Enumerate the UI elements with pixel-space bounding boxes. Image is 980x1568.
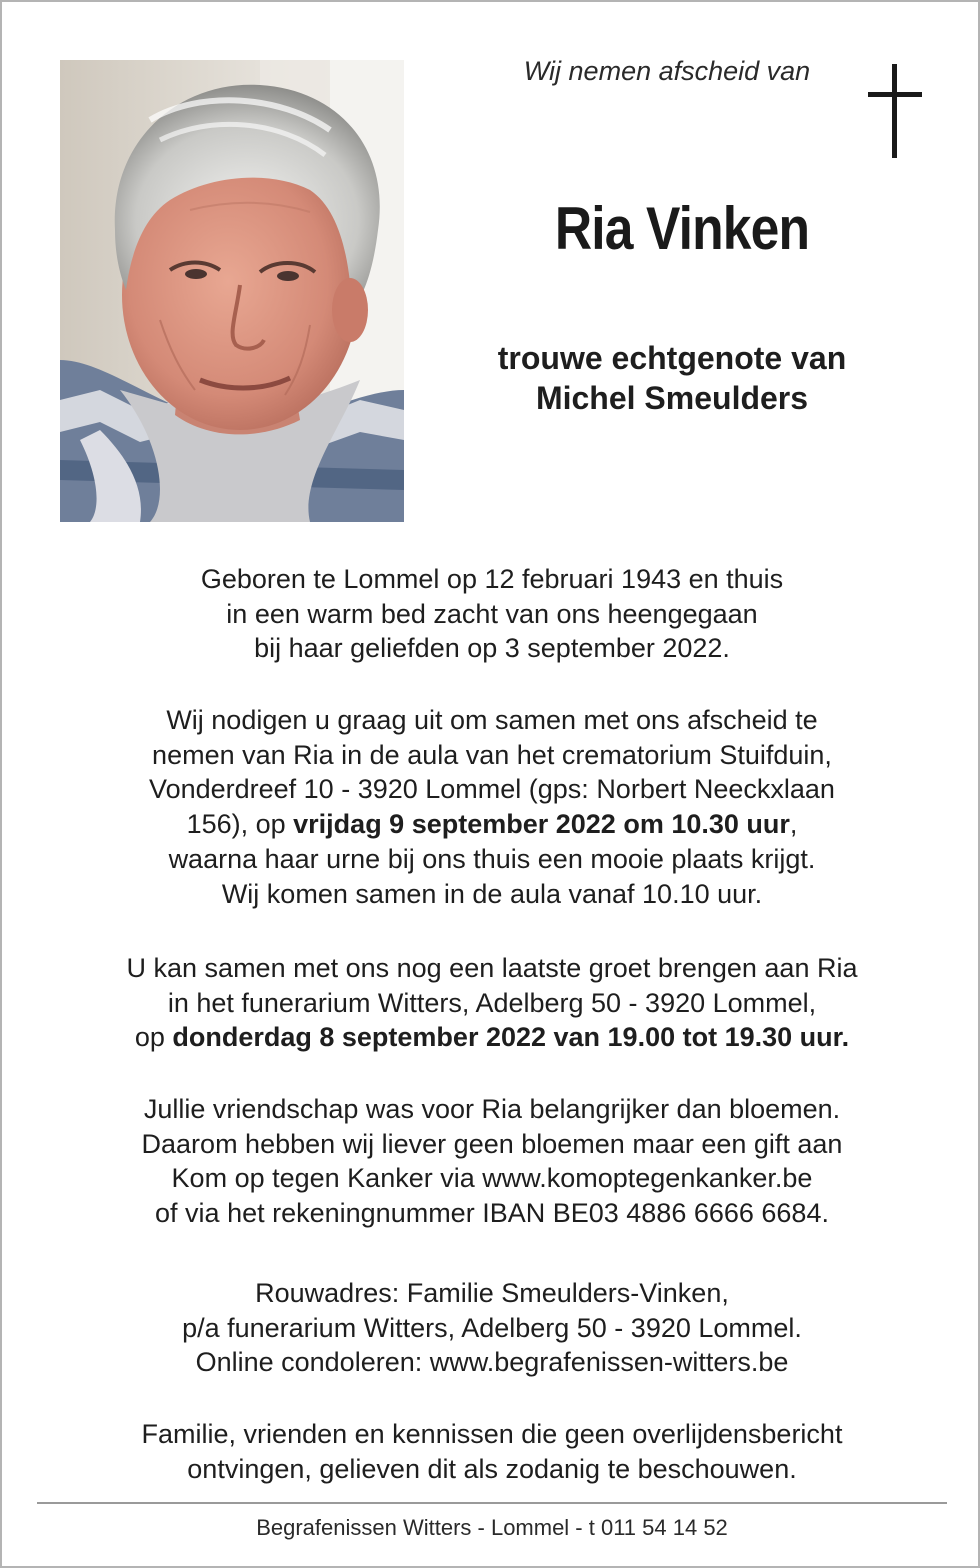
text-line: in een warm bed zacht van ons heengegaan xyxy=(226,598,758,629)
portrait-photo xyxy=(60,60,404,522)
closing-paragraph xyxy=(32,1417,952,1486)
text-line xyxy=(32,1020,952,1055)
footer-divider xyxy=(37,1502,947,1504)
text-line: in het funerarium Witters, Adelberg 50 - 3920 Lommel, xyxy=(167,987,817,1018)
text-line: Familie, vrienden en kennissen die geen overlijdensbericht xyxy=(141,1419,843,1449)
spouse-relation: trouwe echtgenote van xyxy=(497,340,847,376)
text-line: Kom op tegen Kanker via www.komoptegenkanker.be xyxy=(171,1163,813,1194)
donation-paragraph xyxy=(32,1092,952,1231)
text-line: Wij komen samen in de aula vanaf 10.10 uur. xyxy=(221,878,763,909)
birth-death-paragraph xyxy=(32,562,952,666)
text-fragment: , xyxy=(789,809,798,840)
text-fragment: 156), op xyxy=(186,809,294,840)
text-line: Geboren te Lommel op 12 februari 1943 en thuis xyxy=(200,564,784,594)
text-line: Wij nodigen u graag uit om samen met ons afscheid te xyxy=(166,705,818,735)
text-line: waarna haar urne bij ons thuis een mooie plaats krijgt. xyxy=(168,843,816,874)
address-paragraph xyxy=(32,1276,952,1380)
footer-text: Begrafenissen Witters - Lommel - t 011 54 14 52 xyxy=(256,1515,728,1540)
portrait-image xyxy=(60,60,404,522)
text-line: ontvingen, gelieven dit als zodanig te beschouwen. xyxy=(187,1453,797,1484)
text-line: bij haar geliefden op 3 september 2022. xyxy=(254,633,730,664)
text-line xyxy=(32,807,952,842)
spouse-name: Michel Smeulders xyxy=(535,380,809,416)
text-line: U kan samen met ons nog een laatste groet brengen aan Ria xyxy=(126,953,858,983)
text-line: p/a funerarium Witters, Adelberg 50 - 3920 Lommel. xyxy=(182,1312,802,1343)
text-line: Vonderdreef 10 - 3920 Lommel (gps: Norbert Neeckxlaan xyxy=(149,774,835,805)
intro-text: Wij nemen afscheid van xyxy=(523,56,811,86)
text-line: Online condoleren: www.begrafenissen-witters.be xyxy=(195,1347,789,1378)
spouse-block xyxy=(422,338,922,418)
text-line: nemen van Ria in de aula van het crematorium Stuifduin, xyxy=(152,739,832,770)
ceremony-paragraph xyxy=(32,703,952,911)
latin-cross-icon xyxy=(864,62,924,162)
visitation-datetime: donderdag 8 september 2022 van 19.00 tot 19.30 uur. xyxy=(172,1022,850,1053)
visitation-paragraph xyxy=(32,951,952,1055)
text-line: Daarom hebben wij liever geen bloemen maar een gift aan xyxy=(141,1128,843,1159)
text-line: Rouwadres: Familie Smeulders-Vinken, xyxy=(255,1278,729,1308)
ceremony-datetime: vrijdag 9 september 2022 om 10.30 uur xyxy=(293,809,790,840)
text-line: Jullie vriendschap was voor Ria belangrijker dan bloemen. xyxy=(143,1094,841,1124)
text-line: of via het rekeningnummer IBAN BE03 4886 6666 6684. xyxy=(155,1198,829,1229)
text-fragment: op xyxy=(134,1022,173,1053)
deceased-name: Ria Vinken xyxy=(554,195,810,262)
